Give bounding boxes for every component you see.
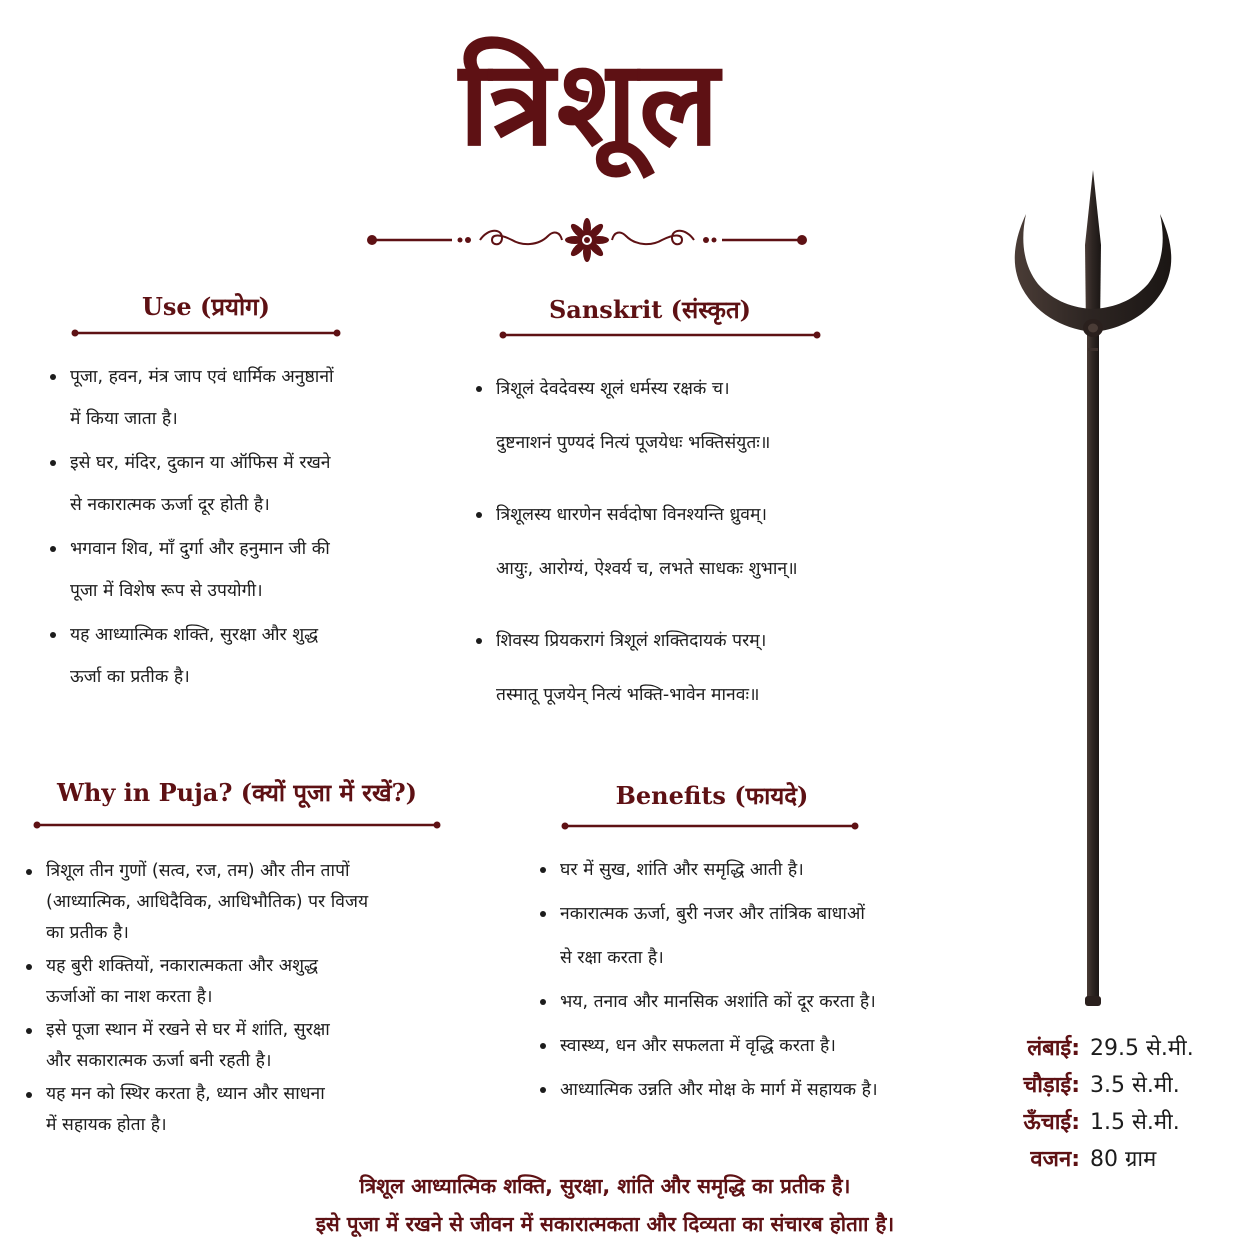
list-item: इसे पूजा स्थान में रखने से घर में शांति, सुरक्षा और सकारात्मक ऊर्जा बनी रहती है। <box>24 1015 484 1077</box>
use-heading: Use (प्रयोग) <box>141 292 271 321</box>
list-item: इसे घर, मंदिर, दुकान या ऑफिस में रखने से नकारात्मक ऊर्जा दूर होती है। <box>48 442 448 526</box>
sanskrit-heading-rule <box>498 330 822 340</box>
floral-divider-icon <box>362 214 812 266</box>
list-item: यह मन को स्थिर करता है, ध्यान और साधना में सहायक होता है। <box>24 1079 484 1141</box>
why-heading-rule <box>32 820 442 830</box>
list-item: यह बुरी शक्तियों, नकारात्मकता और अशुद्ध ऊर्जाओं का नाश करता है। <box>24 951 484 1013</box>
benefits-list <box>538 848 978 1112</box>
list-item: पूजा, हवन, मंत्र जाप एवं धार्मिक अनुष्ठानों में किया जाता है। <box>48 356 448 440</box>
why-heading: Why in Puja? (क्यों पूजा में रखें?) <box>56 778 418 807</box>
sanskrit-heading: Sanskrit (संस्कृत) <box>548 295 752 324</box>
footer-line-1: त्रिशूल आध्यात्मिक शक्ति, सुरक्षा, शांति और समृद्धि का प्रतीक है। <box>359 1174 851 1198</box>
list-item: स्वास्थ्य, धन और सफलता में वृद्धि करता है। <box>538 1024 978 1068</box>
trishul-image <box>1008 170 1178 1010</box>
list-item: भगवान शिव, माँ दुर्गा और हनुमान जी की पूजा में विशेष रूप से उपयोगी। <box>48 528 448 612</box>
dimensions-block <box>1008 1030 1194 1178</box>
use-list <box>48 356 448 700</box>
dimension-weight: वजन: 80 ग्राम <box>1030 1147 1157 1172</box>
list-item: आध्यात्मिक उन्नति और मोक्ष के मार्ग में सहायक है। <box>538 1068 978 1112</box>
page-title: त्रिशूल <box>459 34 721 172</box>
benefits-heading-rule <box>560 821 860 831</box>
why-list <box>24 856 484 1143</box>
dimension-width: चौड़ाई: 3.5 से.मी. <box>1023 1073 1180 1098</box>
list-item: शिवस्य प्रियकरागं त्रिशूलं शक्तिदायकं परम्। तस्मातू पूजयेन् नित्यं भक्ति-भावेन मानवः॥ <box>474 614 934 722</box>
list-item: भय, तनाव और मानसिक अशांति कों दूर करता है। <box>538 980 978 1024</box>
benefits-heading: Benefits (फायदे) <box>615 781 809 810</box>
list-item: त्रिशूल तीन गुणों (सत्व, रज, तम) और तीन तापों (आध्यात्मिक, आधिदैविक, आधिभौतिक) पर विजय का प्रतीक है। <box>24 856 484 949</box>
list-item: नकारात्मक ऊर्जा, बुरी नजर और तांत्रिक बाधाओं से रक्षा करता है। <box>538 892 978 980</box>
list-item: त्रिशूलस्य धारणेन सर्वदोषा विनश्यन्ति ध्रुवम्। आयुः, आरोग्यं, ऐश्वर्य च, लभते साधकः शुभान्॥ <box>474 488 934 596</box>
footer-line-2: इसे पूजा में रखने से जीवन में सकारात्मकता और दिव्यता का संचारब होताा है। <box>315 1212 895 1236</box>
dimension-height: ऊँचाई: 1.5 से.मी. <box>1023 1110 1180 1135</box>
sanskrit-list <box>474 362 934 740</box>
dimension-length: लंबाई: 29.5 से.मी. <box>1027 1036 1194 1061</box>
list-item: यह आध्यात्मिक शक्ति, सुरक्षा और शुद्ध ऊर्जा का प्रतीक है। <box>48 614 448 698</box>
list-item: त्रिशूलं देवदेवस्य शूलं धर्मस्य रक्षकं च। दुष्टनाशनं पुण्यदं नित्यं पूजयेधः भक्तिसंयुतः॥ <box>474 362 934 470</box>
use-heading-rule <box>70 328 342 338</box>
list-item: घर में सुख, शांति और समृद्धि आती है। <box>538 848 978 892</box>
